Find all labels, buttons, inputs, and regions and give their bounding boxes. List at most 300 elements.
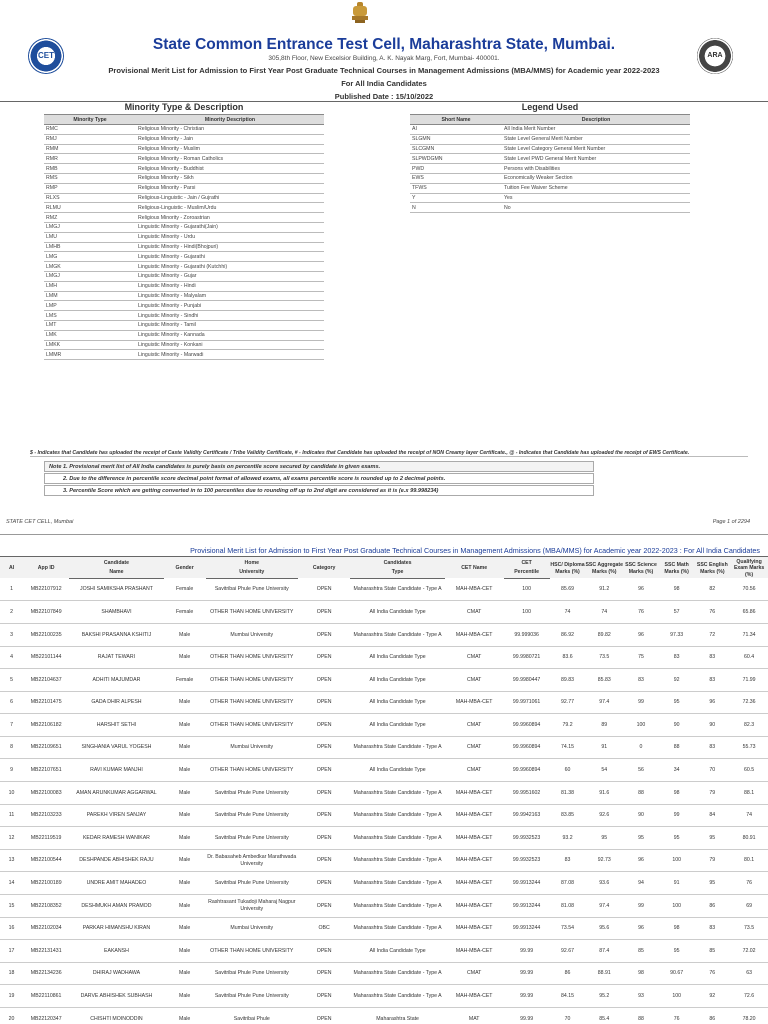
legend-row	[410, 144, 690, 154]
cell-cet-name: CMAT	[445, 646, 504, 669]
cell-ssc-science: 93	[623, 985, 659, 1008]
minority-row	[44, 271, 324, 281]
col-home: Home	[206, 557, 298, 568]
cell-cet-name: MAH-MBA-CET	[445, 917, 504, 940]
minority-table	[44, 114, 324, 360]
legend-row	[410, 183, 690, 193]
cell-ai: 4	[0, 646, 23, 669]
col-qualifying: Qualifying Exam Marks (%)	[730, 557, 768, 579]
legend-col-short-name: Short Name	[410, 115, 502, 125]
minority-row	[44, 262, 324, 272]
col-ssc-math: SSC Math Marks (%)	[659, 557, 695, 579]
minority-row	[44, 301, 324, 311]
minority-code: LMK	[44, 330, 136, 340]
col-candidates: Candidates	[350, 557, 444, 568]
cell-ssc-math: 91	[659, 872, 695, 895]
cell-ssc-aggregate: 91	[585, 736, 623, 759]
cell-ssc-english: 83	[694, 736, 730, 759]
cell-hsc: 87.08	[550, 872, 586, 895]
minority-description: Religious Minority - Sikh	[136, 173, 324, 183]
minority-code: RMP	[44, 183, 136, 193]
cell-cet-name: CMAT	[445, 601, 504, 624]
cell-cet-name: CMAT	[445, 962, 504, 985]
cell-qualifying: 71.34	[730, 623, 768, 646]
cell-hsc: 84.15	[550, 985, 586, 1008]
cell-home-university: OTHER THAN HOME UNIVERSITY	[206, 691, 298, 714]
minority-code: LMG	[44, 252, 136, 262]
cell-hsc: 92.67	[550, 940, 586, 963]
cell-ai: 1	[0, 578, 23, 601]
minority-row	[44, 320, 324, 330]
cell-ssc-math: 100	[659, 985, 695, 1008]
minority-description: Linguistic Minority - Konkani	[136, 340, 324, 350]
minority-row	[44, 242, 324, 252]
cell-hsc: 74	[550, 601, 586, 624]
cell-category: OPEN	[298, 669, 350, 692]
minority-description: Linguistic Minority - Gujarathi(Jain)	[136, 222, 324, 232]
document-subtitle: For All India Candidates	[341, 79, 427, 88]
merit-row	[0, 827, 768, 850]
minority-code: RMC	[44, 125, 136, 135]
cell-qualifying: 71.99	[730, 669, 768, 692]
cell-ssc-aggregate: 91.6	[585, 782, 623, 805]
cell-cet-name: MAH-MBA-CET	[445, 578, 504, 601]
cell-gender: Male	[164, 1008, 206, 1024]
minority-description: Linguistic Minority - Tamil	[136, 320, 324, 330]
minority-description: Linguistic Minority - Gujarathi (Kutchhi)	[136, 262, 324, 272]
cell-qualifying: 73.5	[730, 917, 768, 940]
minority-code: LMGK	[44, 262, 136, 272]
cell-ssc-english: 86	[694, 895, 730, 918]
cell-candidate-type: Maharashtra State Candidate - Type A	[350, 623, 444, 646]
cell-ssc-science: 100	[623, 714, 659, 737]
cell-candidate-type: Maharashtra State Candidate - Type A	[350, 872, 444, 895]
page-break	[0, 534, 768, 535]
cell-candidate-type: Maharashtra State Candidate - Type A	[350, 962, 444, 985]
cell-ssc-math: 90.67	[659, 962, 695, 985]
cell-ssc-science: 88	[623, 782, 659, 805]
cell-category: OPEN	[298, 827, 350, 850]
cell-candidate-name: BAKSHI PRASANNA KSHITIJ	[69, 623, 163, 646]
merit-row	[0, 782, 768, 805]
cell-ssc-science: 0	[623, 736, 659, 759]
cell-ai: 2	[0, 601, 23, 624]
cell-cet-name: MAH-MBA-CET	[445, 940, 504, 963]
cell-hsc: 81.38	[550, 782, 586, 805]
cell-candidate-type: All India Candidate Type	[350, 601, 444, 624]
cell-candidate-name: SHAMBHAVI	[69, 601, 163, 624]
cet-cell-logo: CET	[28, 38, 64, 74]
cell-app-id: MB22107849	[23, 601, 69, 624]
cell-cet-name: CMAT	[445, 714, 504, 737]
cell-ssc-english: 96	[694, 691, 730, 714]
cell-hsc: 73.54	[550, 917, 586, 940]
minority-code: RMR	[44, 154, 136, 164]
merit-row	[0, 714, 768, 737]
minority-code: RMJ	[44, 134, 136, 144]
cell-home-university: Savitribai Phule Pune University	[206, 782, 298, 805]
minority-row	[44, 134, 324, 144]
cell-home-university: Savitribai Phule Pune University	[206, 985, 298, 1008]
legend-description: Economically Weaker Section	[502, 173, 690, 183]
cell-candidate-name: GADA DHIR ALPESH	[69, 691, 163, 714]
minority-code: LMT	[44, 320, 136, 330]
cell-gender: Male	[164, 714, 206, 737]
minority-col-description: Minority Description	[136, 115, 324, 125]
cell-ssc-english: 84	[694, 804, 730, 827]
cell-cet-percentile: 99.9913244	[504, 895, 550, 918]
cell-ssc-english: 92	[694, 985, 730, 1008]
cell-ssc-english: 86	[694, 1008, 730, 1024]
cell-ssc-math: 98	[659, 917, 695, 940]
cell-candidate-name: EAKANSH	[69, 940, 163, 963]
cell-app-id: MB22110861	[23, 985, 69, 1008]
minority-description: Linguistic Minority - Kannada	[136, 330, 324, 340]
cell-qualifying: 88.1	[730, 782, 768, 805]
legend-description: State Level General Merit Number	[502, 134, 690, 144]
cell-ssc-science: 99	[623, 691, 659, 714]
minority-row	[44, 203, 324, 213]
merit-row	[0, 872, 768, 895]
cell-candidate-name: RAJAT TEWARI	[69, 646, 163, 669]
cell-cet-percentile: 99.9980721	[504, 646, 550, 669]
minority-row	[44, 340, 324, 350]
cell-ssc-math: 88	[659, 736, 695, 759]
cell-gender: Male	[164, 962, 206, 985]
cell-gender: Male	[164, 895, 206, 918]
col-category: Category	[298, 557, 350, 579]
minority-description: Religious Minority - Christian	[136, 125, 324, 135]
note-1: Note 1. Provisional merit list of All India candidates is purely basis on percentile score secured by candidate in given exams.	[44, 461, 594, 472]
note-2: 2. Due to the difference in percentile score decimal point format of allowed exams, all exams percentile score is rounded up to 2 decimal points.	[44, 473, 594, 484]
cell-qualifying: 72.36	[730, 691, 768, 714]
cell-ssc-english: 83	[694, 646, 730, 669]
cell-ssc-aggregate: 95	[585, 827, 623, 850]
cell-qualifying: 72.02	[730, 940, 768, 963]
legend-row	[410, 173, 690, 183]
minority-code: LMMR	[44, 350, 136, 360]
cell-home-university: OTHER THAN HOME UNIVERSITY	[206, 940, 298, 963]
cell-ssc-science: 98	[623, 962, 659, 985]
minority-description: Religious Minority - Parsi	[136, 183, 324, 193]
legend-short-name: SLCGMN	[410, 144, 502, 154]
cell-cet-name: CMAT	[445, 759, 504, 782]
cell-ssc-aggregate: 88.91	[585, 962, 623, 985]
cell-candidate-type: All India Candidate Type	[350, 691, 444, 714]
cell-candidate-name: DARVE ABHISHEK SUBHASH	[69, 985, 163, 1008]
cell-gender: Female	[164, 669, 206, 692]
legend-table	[410, 114, 690, 213]
minority-row	[44, 252, 324, 262]
cell-ssc-aggregate: 74	[585, 601, 623, 624]
cell-gender: Male	[164, 804, 206, 827]
col-candidate: Candidate	[69, 557, 163, 568]
minority-code: LMKK	[44, 340, 136, 350]
cell-category: OPEN	[298, 714, 350, 737]
cell-home-university: Savitribai Phule Pune University	[206, 827, 298, 850]
cell-app-id: MB22109651	[23, 736, 69, 759]
col-cet: CET	[504, 557, 550, 568]
cell-candidate-name: PARKAR HIMANSHU KIRAN	[69, 917, 163, 940]
legend-short-name: SLPWDGMN	[410, 154, 502, 164]
cell-home-university: OTHER THAN HOME UNIVERSITY	[206, 759, 298, 782]
cell-gender: Male	[164, 646, 206, 669]
cell-ssc-aggregate: 93.6	[585, 872, 623, 895]
cell-ssc-math: 90	[659, 714, 695, 737]
cell-home-university: OTHER THAN HOME UNIVERSITY	[206, 646, 298, 669]
footer-org: STATE CET CELL, Mumbai	[6, 519, 74, 525]
cell-gender: Male	[164, 782, 206, 805]
cell-cet-percentile: 99.999036	[504, 623, 550, 646]
cell-candidate-name: CHISHTI MOINODDIN	[69, 1008, 163, 1024]
cell-category: OPEN	[298, 940, 350, 963]
cell-cet-percentile: 99.9942163	[504, 804, 550, 827]
legend-description: No	[502, 203, 690, 213]
cell-cet-percentile: 99.9951602	[504, 782, 550, 805]
cell-ssc-math: 92	[659, 669, 695, 692]
cell-gender: Male	[164, 827, 206, 850]
cell-ssc-english: 90	[694, 714, 730, 737]
cell-app-id: MB22102034	[23, 917, 69, 940]
cell-cet-percentile: 99.9960894	[504, 759, 550, 782]
minority-code: LMHB	[44, 242, 136, 252]
cell-qualifying: 80.1	[730, 849, 768, 872]
cell-qualifying: 76	[730, 872, 768, 895]
cell-ssc-english: 70	[694, 759, 730, 782]
cell-cet-name: MAH-MBA-CET	[445, 849, 504, 872]
cell-cet-name: MAH-MBA-CET	[445, 895, 504, 918]
cell-ssc-english: 83	[694, 917, 730, 940]
col-candidate-type: Type	[350, 567, 444, 578]
cell-gender: Male	[164, 759, 206, 782]
minority-row	[44, 183, 324, 193]
cell-candidate-name: PAREKH VIREN SANJAY	[69, 804, 163, 827]
cell-ai: 19	[0, 985, 23, 1008]
cell-ssc-math: 57	[659, 601, 695, 624]
cell-qualifying: 78.20	[730, 1008, 768, 1024]
cell-category: OPEN	[298, 849, 350, 872]
cell-app-id: MB22100544	[23, 849, 69, 872]
legend-col-description: Description	[502, 115, 690, 125]
cell-home-university: Savitribai Phule Pune University	[206, 804, 298, 827]
col-hsc: HSC/ Diploma Marks (%)	[550, 557, 586, 579]
cell-ssc-science: 76	[623, 601, 659, 624]
cell-ssc-aggregate: 97.4	[585, 691, 623, 714]
cell-ssc-math: 95	[659, 827, 695, 850]
cell-candidate-name: JOSHI SAMIKSHA PRASHANT	[69, 578, 163, 601]
cell-gender: Male	[164, 623, 206, 646]
cell-ssc-science: 56	[623, 759, 659, 782]
minority-description: Linguistic Minority - Gujarathi	[136, 252, 324, 262]
cell-cet-percentile: 99.9913244	[504, 872, 550, 895]
cell-category: OPEN	[298, 736, 350, 759]
cell-ssc-science: 75	[623, 646, 659, 669]
cell-ssc-aggregate: 89	[585, 714, 623, 737]
merit-row	[0, 1008, 768, 1024]
cell-ssc-science: 99	[623, 895, 659, 918]
minority-code: RLMU	[44, 203, 136, 213]
cell-home-university: OTHER THAN HOME UNIVERSITY	[206, 714, 298, 737]
cell-qualifying: 72.6	[730, 985, 768, 1008]
minority-code: RMM	[44, 144, 136, 154]
minority-code: LMGJ	[44, 222, 136, 232]
col-gender: Gender	[164, 557, 206, 579]
cell-cet-name: MAH-MBA-CET	[445, 872, 504, 895]
cell-cet-percentile: 100	[504, 578, 550, 601]
minority-description: Linguistic Minority - Hindi(Bhojpuri)	[136, 242, 324, 252]
merit-row	[0, 804, 768, 827]
cell-candidate-name: AMAN ARUNKUMAR AGGARWAL	[69, 782, 163, 805]
col-ssc-english: SSC English Marks (%)	[694, 557, 730, 579]
cell-qualifying: 69	[730, 895, 768, 918]
legend-row	[410, 134, 690, 144]
cell-hsc: 60	[550, 759, 586, 782]
cell-cet-percentile: 99.9932523	[504, 827, 550, 850]
minority-code: RMZ	[44, 213, 136, 223]
cell-candidate-type: Maharashtra State Candidate - Type A	[350, 849, 444, 872]
legend-description: State Level Category General Merit Number	[502, 144, 690, 154]
cell-hsc: 70	[550, 1008, 586, 1024]
cell-ssc-aggregate: 85.4	[585, 1008, 623, 1024]
cell-ssc-math: 76	[659, 1008, 695, 1024]
cell-ssc-science: 90	[623, 804, 659, 827]
cell-cet-name: MAH-MBA-CET	[445, 827, 504, 850]
cell-ai: 9	[0, 759, 23, 782]
merit-row	[0, 895, 768, 918]
cell-ai: 14	[0, 872, 23, 895]
cell-category: OPEN	[298, 895, 350, 918]
cell-app-id: MB22107912	[23, 578, 69, 601]
cell-cet-name: MAH-MBA-CET	[445, 623, 504, 646]
legend-short-name: AI	[410, 125, 502, 135]
legend-short-name: SLGMN	[410, 134, 502, 144]
minority-code: RMS	[44, 173, 136, 183]
merit-row	[0, 759, 768, 782]
cell-ssc-aggregate: 92.73	[585, 849, 623, 872]
col-app-id: App ID	[23, 557, 69, 579]
cell-candidate-type: Maharashtra State Candidate - Type A	[350, 827, 444, 850]
document-title: Provisional Merit List for Admission to First Year Post Graduate Technical Courses in Management Admissions (MBA/MMS) for Academic year 2022-2023	[108, 66, 660, 75]
cell-cet-percentile: 99.9971061	[504, 691, 550, 714]
cell-app-id: MB22120347	[23, 1008, 69, 1024]
minority-row	[44, 222, 324, 232]
merit-row	[0, 623, 768, 646]
minority-code: LMU	[44, 232, 136, 242]
national-emblem-icon	[347, 0, 373, 24]
cell-ssc-math: 34	[659, 759, 695, 782]
cell-gender: Male	[164, 849, 206, 872]
minority-description: Religious-Linguistic - Muslim/Urdu	[136, 203, 324, 213]
minority-description: Linguistic Minority - Urdu	[136, 232, 324, 242]
minority-row	[44, 213, 324, 223]
minority-row	[44, 154, 324, 164]
merit-row	[0, 646, 768, 669]
cell-app-id: MB22100189	[23, 872, 69, 895]
cell-ssc-science: 83	[623, 669, 659, 692]
col-ssc-science: SSC Science Marks (%)	[623, 557, 659, 579]
cell-candidate-name: DESHPANDE ABHISHEK RAJU	[69, 849, 163, 872]
cell-cet-percentile: 100	[504, 601, 550, 624]
minority-row	[44, 350, 324, 360]
minority-description: Linguistic Minority - Marwadi	[136, 350, 324, 360]
cell-hsc: 89.83	[550, 669, 586, 692]
minority-description: Religious Minority - Buddhist	[136, 164, 324, 174]
cell-ssc-english: 82	[694, 578, 730, 601]
minority-description: Religious-Linguistic - Jain / Gujrathi	[136, 193, 324, 203]
cell-cet-name: CMAT	[445, 736, 504, 759]
legend-row	[410, 203, 690, 213]
cell-ssc-math: 99	[659, 804, 695, 827]
cell-ssc-english: 79	[694, 782, 730, 805]
cell-qualifying: 82.3	[730, 714, 768, 737]
cell-cet-name: MAH-MBA-CET	[445, 804, 504, 827]
merit-row	[0, 849, 768, 872]
cell-ssc-math: 100	[659, 895, 695, 918]
col-ssc-aggregate: SSC Aggregate Marks (%)	[585, 557, 623, 579]
minority-description: Linguistic Minority - Hindi	[136, 281, 324, 291]
cell-hsc: 92.77	[550, 691, 586, 714]
cell-ai: 13	[0, 849, 23, 872]
cell-ssc-english: 76	[694, 962, 730, 985]
minority-row	[44, 281, 324, 291]
cell-qualifying: 65.86	[730, 601, 768, 624]
cell-gender: Male	[164, 872, 206, 895]
cell-category: OBC	[298, 917, 350, 940]
cell-candidate-type: All India Candidate Type	[350, 646, 444, 669]
ara-logo: ARA	[697, 38, 733, 74]
cell-ssc-english: 72	[694, 623, 730, 646]
symbol-note: $ - Indicates that Candidate has uploaded the receipt of Caste Validity Certificate / Tribe Validity Certificate, # - Indicates that Candidate has uploaded the receipt of NON Creamy layer Certificate., @ - Indicates that Candidate has uploaded the receipt of EWS Certificate.	[30, 450, 748, 457]
minority-description: Religious Minority - Jain	[136, 134, 324, 144]
legend-short-name: N	[410, 203, 502, 213]
cell-candidate-type: Maharashtra State Candidate - Type A	[350, 782, 444, 805]
cell-ai: 8	[0, 736, 23, 759]
cell-candidate-type: Maharashtra State Candidate - Type A	[350, 985, 444, 1008]
cell-candidate-name: ADHITI MAJUMDAR	[69, 669, 163, 692]
cell-ai: 6	[0, 691, 23, 714]
cell-ssc-aggregate: 92.6	[585, 804, 623, 827]
org-title: State Common Entrance Test Cell, Maharashtra State, Mumbai.	[152, 36, 616, 53]
cell-candidate-name: RAVI KUMAR MANJHI	[69, 759, 163, 782]
cell-home-university: OTHER THAN HOME UNIVERSITY	[206, 601, 298, 624]
merit-row	[0, 601, 768, 624]
cell-gender: Male	[164, 985, 206, 1008]
cell-ai: 18	[0, 962, 23, 985]
cell-app-id: MB22119519	[23, 827, 69, 850]
minority-row	[44, 193, 324, 203]
merit-list-table	[0, 556, 768, 1024]
cell-qualifying: 60.4	[730, 646, 768, 669]
cell-ssc-english: 95	[694, 872, 730, 895]
cell-ssc-science: 94	[623, 872, 659, 895]
minority-row	[44, 232, 324, 242]
org-address: 305,8th Floor, New Excelsior Building, A. K. Nayak Marg, Fort, Mumbai- 400001.	[268, 55, 500, 62]
cell-ssc-aggregate: 89.82	[585, 623, 623, 646]
merit-row	[0, 578, 768, 601]
minority-description: Religious Minority - Roman Catholics	[136, 154, 324, 164]
col-home-university: University	[206, 567, 298, 578]
cell-hsc: 85.69	[550, 578, 586, 601]
cell-hsc: 79.2	[550, 714, 586, 737]
cell-ssc-science: 96	[623, 849, 659, 872]
cell-app-id: MB22100083	[23, 782, 69, 805]
cell-ssc-english: 76	[694, 601, 730, 624]
cell-home-university: Dr. Babasaheb Ambedkar Marathwada University	[206, 849, 298, 872]
legend-description: Persons with Disabilities	[502, 164, 690, 174]
cell-ssc-math: 83	[659, 646, 695, 669]
cell-cet-percentile: 99.9980447	[504, 669, 550, 692]
cell-cet-percentile: 99.9960894	[504, 714, 550, 737]
